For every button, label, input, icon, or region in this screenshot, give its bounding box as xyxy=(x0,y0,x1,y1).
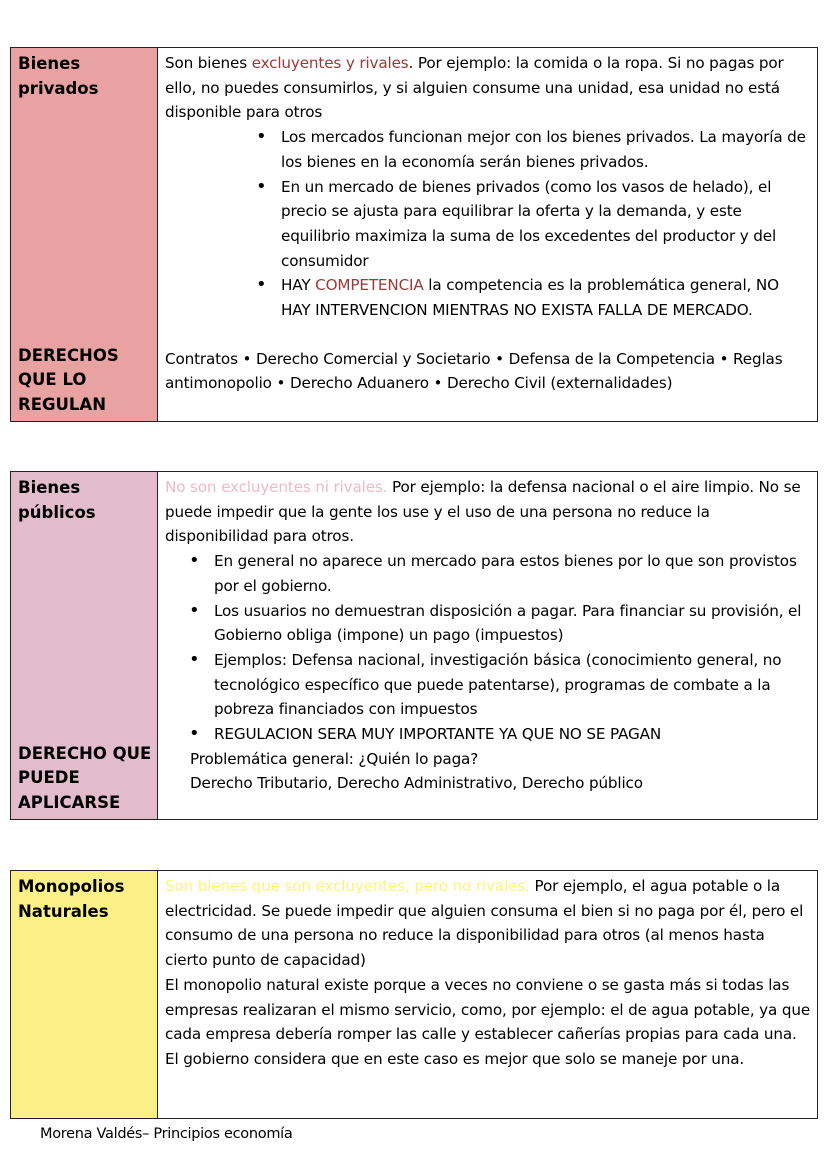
list-item: • REGULACION SERA MUY IMPORTANTE YA QUE NO SE PAGAN xyxy=(214,722,811,747)
public-goods-content xyxy=(158,472,817,819)
competition-keyword: COMPETENCIA xyxy=(315,276,424,295)
natural-monopoly-explanation: El monopolio natural existe porque a veces no conviene o se gasta más si todas las empresas realizaran el mismo servicio, como, por ejemplo: el de agua potable, ya que cada empresa debería romper las calle y establecer cañerías propias para cada una. El gobierno considera que en este caso es mejor que solo se maneje por una. xyxy=(165,975,811,1068)
public-goods-keyword: No son excluyentes ni rivales. xyxy=(165,478,388,496)
private-goods-keyword: excluyentes y rivales xyxy=(251,54,409,72)
natural-monopoly-definition: Son bienes que son excluyentes, pero no rivales. Por ejemplo, el agua potable o la electricidad. Se puede impedir que alguien consuma el bien si no paga por él, pero el consumo de una persona no reduce la disponibilidad para otros (al menos hasta cierto punto de capacidad) xyxy=(165,877,804,970)
private-goods-title: Bienes privados xyxy=(18,54,99,98)
list-item: • Ejemplos: Defensa nacional, investigación básica (conocimiento general, no tecnológico específico que puede patentarse), programas de combate a la pobreza financiados con impuestos xyxy=(214,648,811,722)
public-goods-card xyxy=(10,471,818,820)
public-goods-label-column xyxy=(11,472,158,819)
list-item: • En general no aparece un mercado para estos bienes por lo que son provistos por el gobierno. xyxy=(214,549,811,598)
public-goods-laws-heading: DERECHO QUE PUEDE APLICARSE xyxy=(18,743,152,812)
public-goods-laws: Derecho Tributario, Derecho Administrativo, Derecho público xyxy=(190,774,643,793)
private-goods-laws: Contratos • Derecho Comercial y Societario • Defensa de la Competencia • Reglas antimonopolio • Derecho Aduanero • Derecho Civil (externalidades) xyxy=(165,349,783,393)
list-item: • Los usuarios no demuestran disposición a pagar. Para financiar su provisión, el Gobierno obliga (impone) un pago (impuestos) xyxy=(214,599,811,648)
public-goods-title: Bienes públicos xyxy=(18,478,96,522)
natural-monopoly-card xyxy=(10,870,818,1119)
public-goods-problem: Problemática general: ¿Quién lo paga? xyxy=(190,749,479,768)
author-footer: Morena Valdés– Principios economía xyxy=(40,1126,293,1142)
public-goods-definition: No son excluyentes ni rivales. Por ejemplo: la defensa nacional o el aire limpio. No se puede impedir que la gente los use y el uso de una persona no reduce la disponibilidad para otros. xyxy=(165,478,801,546)
private-goods-definition: Son bienes excluyentes y rivales. Por ejemplo: la comida o la ropa. Si no pagas por ello, no puedes consumirlos, y si alguien consume una unidad, esa unidad no está disponible para otros xyxy=(165,54,784,122)
private-goods-label-column xyxy=(11,48,158,421)
private-goods-laws-heading: DERECHOS QUE LO REGULAN xyxy=(18,345,119,414)
natural-monopoly-content xyxy=(158,871,817,1118)
private-goods-content xyxy=(158,48,817,421)
natural-monopoly-label-column xyxy=(11,871,158,1118)
private-goods-bullet-list xyxy=(281,125,811,323)
list-item: • Los mercados funcionan mejor con los bienes privados. La mayoría de los bienes en la economía serán bienes privados. xyxy=(281,125,811,174)
public-goods-bullet-list xyxy=(214,549,811,747)
private-goods-card xyxy=(10,47,818,422)
natural-monopoly-keyword: Son bienes que son excluyentes, pero no rivales. xyxy=(165,877,530,895)
list-item: • En un mercado de bienes privados (como los vasos de helado), el precio se ajusta para equilibrar la oferta y la demanda, y este equilibrio maximiza la suma de los excedentes del productor y del consumidor xyxy=(281,175,811,274)
natural-monopoly-title: Monopolios Naturales xyxy=(18,877,125,921)
list-item: • HAY COMPETENCIA la competencia es la problemática general, NO HAY INTERVENCION MIENTRAS NO EXISTA FALLA DE MERCADO. xyxy=(281,273,811,322)
